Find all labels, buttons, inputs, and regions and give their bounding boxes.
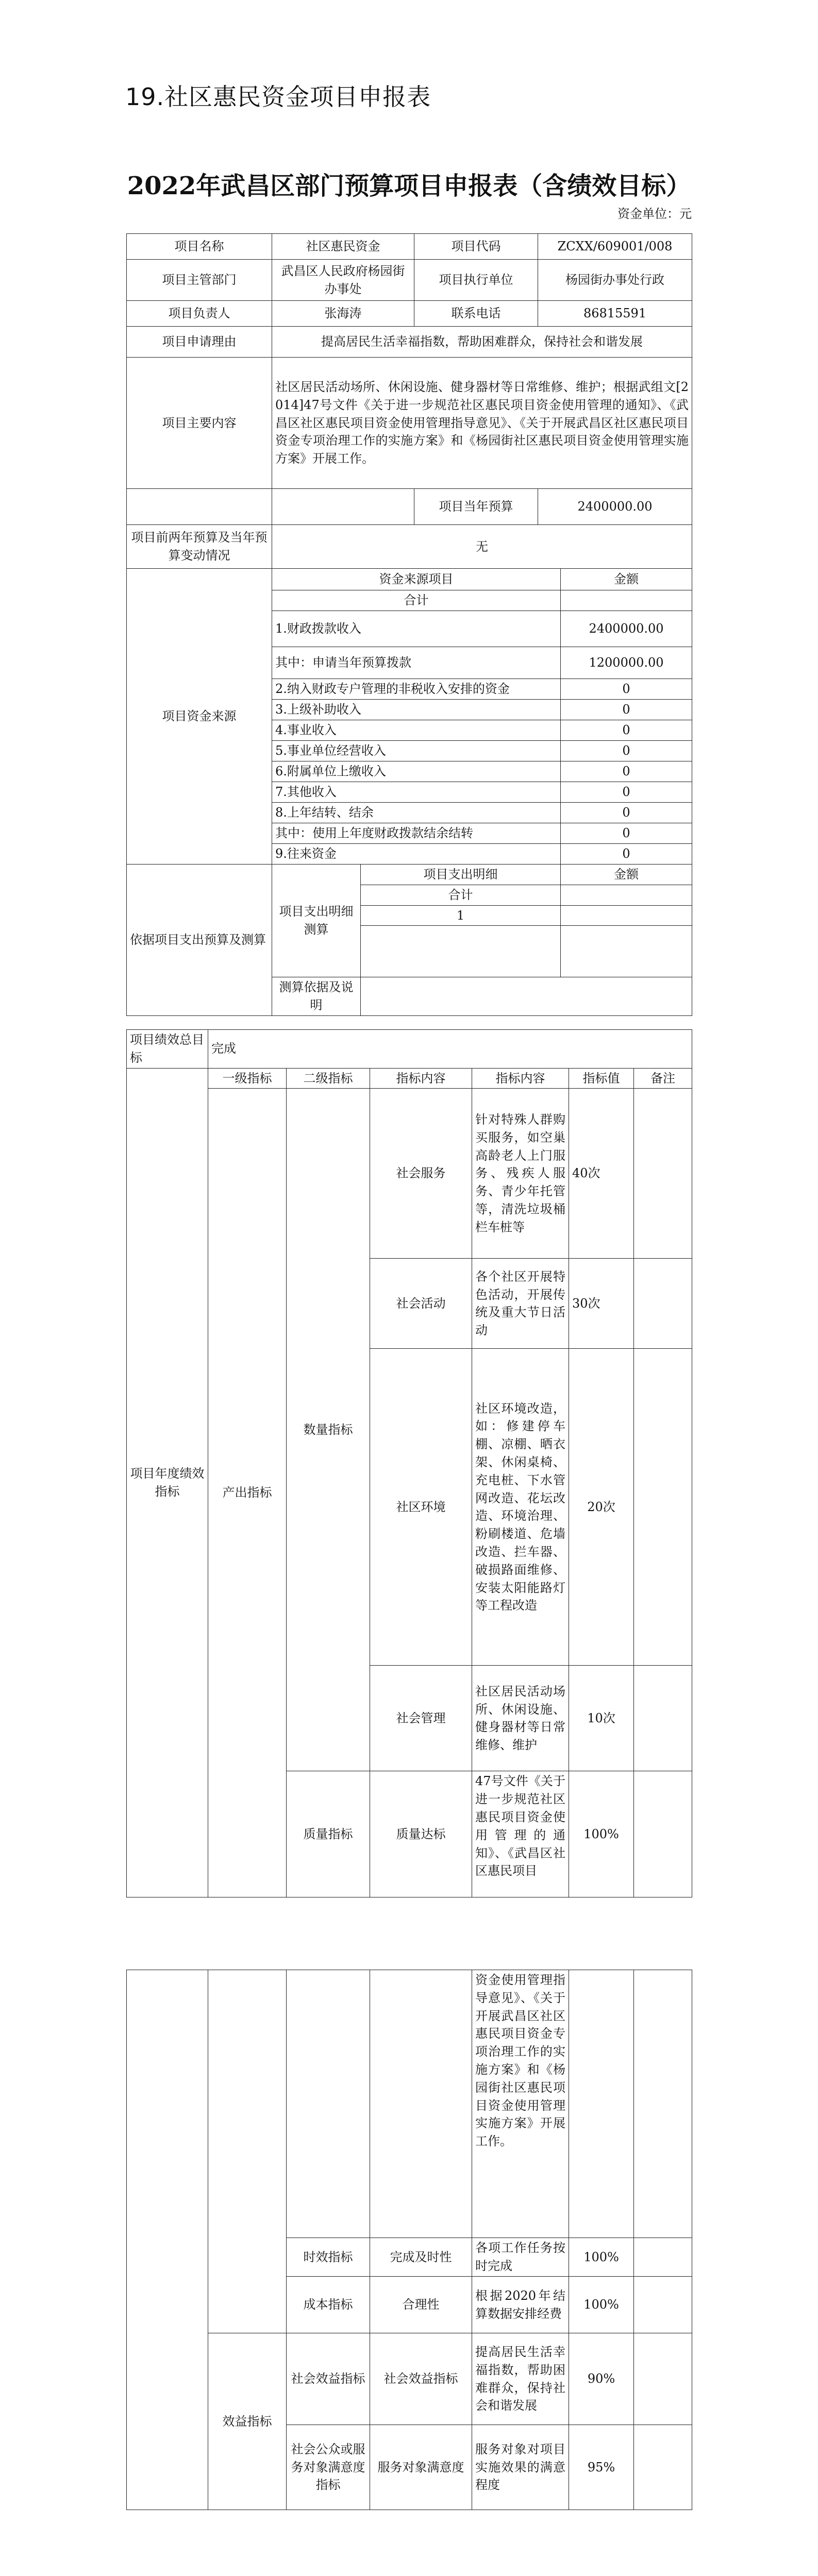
- blank-cell: [561, 926, 692, 977]
- funding-row-item: 2.纳入财政专户管理的非税收入安排的资金: [272, 679, 561, 700]
- funding-row-amount: 0: [561, 782, 692, 803]
- indicator-desc: 根据2020年结算数据安排经费: [472, 2277, 569, 2333]
- cost-indicator: 成本指标: [287, 2277, 370, 2333]
- executor-label: 项目执行单位: [414, 260, 538, 301]
- leader-value: 张海涛: [272, 301, 414, 327]
- header-level2: 二级指标: [287, 1068, 370, 1089]
- funding-row-amount: 0: [561, 844, 692, 865]
- content-label: 项目主要内容: [127, 358, 272, 489]
- header-remark: 备注: [634, 1068, 692, 1089]
- currency-unit: 资金单位：元: [617, 207, 692, 221]
- project-code-label: 项目代码: [414, 234, 538, 260]
- indicator-remark: [634, 2425, 692, 2510]
- indicator-desc-cont: 资金使用管理指导意见》、《关于开展武昌区社区惠民项目资金专项治理工作的实施方案》和《杨园街社区惠民项目资金使用管理实施方案》开展工作。: [472, 1970, 569, 2238]
- funding-total-value: [561, 590, 692, 611]
- indicator-value: 10次: [569, 1666, 634, 1771]
- executor-value: 杨园街办事处行政: [538, 260, 692, 301]
- budget-label: 项目当年预算: [414, 489, 538, 525]
- project-name-value: 社区惠民资金: [272, 234, 414, 260]
- funding-row-amount: 2400000.00: [561, 611, 692, 647]
- benefit-indicator: 效益指标: [208, 2333, 287, 2510]
- change-value: 无: [272, 525, 692, 569]
- header-content: 指标内容: [370, 1068, 472, 1089]
- funding-row-item: 9.往来资金: [272, 844, 561, 865]
- funding-row-item: 7.其他收入: [272, 782, 561, 803]
- project-code-value: ZCXX/609001/008: [538, 234, 692, 260]
- reason-value: 提高居民生活幸福指数，帮助困难群众，保持社会和谐发展: [272, 327, 692, 358]
- indicator-remark: [634, 2277, 692, 2333]
- indicator-value-cont: [569, 1970, 634, 2238]
- change-label: 项目前两年预算及当年预算变动情况: [127, 525, 272, 569]
- project-info-table: [126, 233, 692, 1016]
- funding-total-label: 合计: [272, 590, 561, 611]
- indicator-value: 30次: [569, 1259, 634, 1349]
- funding-row-amount: 0: [561, 761, 692, 782]
- indicator-name: 社会服务: [370, 1089, 472, 1259]
- satisfaction-indicator: 社会公众或服务对象满意度指标: [287, 2425, 370, 2510]
- social-benefit-indicator: 社会效益指标: [287, 2333, 370, 2425]
- header-content-2: 指标内容: [472, 1068, 569, 1089]
- basis-value: [361, 977, 692, 1016]
- funding-col-item: 资金来源项目: [272, 569, 561, 590]
- indicator-desc: 社区环境改造，如：修建停车棚、凉棚、晒衣架、休闲桌椅、充电桩、下水管网改造、花坛改造、环境治理、粉刷楼道、危墙改造、拦车器、破损路面维修、安装太阳能路灯等工程改造: [472, 1349, 569, 1666]
- indicator-desc: 各个社区开展特色活动，开展传统及重大节日活动: [472, 1259, 569, 1349]
- project-name-label: 项目名称: [127, 234, 272, 260]
- indicator-value: 90%: [569, 2333, 634, 2425]
- overall-goal-value: 完成: [208, 1030, 692, 1069]
- indicator-name: 社会管理: [370, 1666, 472, 1771]
- section-heading: 19.社区惠民资金项目申报表: [125, 83, 431, 111]
- basis-label: 测算依据及说明: [272, 977, 361, 1016]
- expense-total-label: 合计: [361, 885, 561, 905]
- blank-cell: [272, 489, 414, 525]
- indicator-remark: [634, 2333, 692, 2425]
- indicator-value: 100%: [569, 1771, 634, 1897]
- reason-label: 项目申请理由: [127, 327, 272, 358]
- expense-col-amount: 金额: [561, 865, 692, 885]
- funding-row-item: 4.事业收入: [272, 720, 561, 741]
- funding-row-amount: 0: [561, 679, 692, 700]
- indicator-remark: [634, 1771, 692, 1897]
- phone-label: 联系电话: [414, 301, 538, 327]
- expense-row-1: 1: [361, 905, 561, 926]
- phone-value: 86815591: [538, 301, 692, 327]
- funding-row-item: 其中：申请当年预算拨款: [272, 647, 561, 679]
- leader-label: 项目负责人: [127, 301, 272, 327]
- funding-row-amount: 0: [561, 741, 692, 761]
- header-level1: 一级指标: [208, 1068, 287, 1089]
- funding-row-amount: 0: [561, 823, 692, 844]
- page-title: 2022年武昌区部门预算项目申报表（含绩效目标）: [127, 172, 691, 200]
- indicator-desc: 针对特殊人群购买服务，如空巢高龄老人上门服务、残疾人服务、青少年托管等，清洗垃圾桶栏车桩等: [472, 1089, 569, 1259]
- quality-indicator-cont: [287, 1970, 370, 2238]
- indicator-name: 服务对象满意度: [370, 2425, 472, 2510]
- funding-row-item: 1.财政拨款收入: [272, 611, 561, 647]
- indicator-remark: [634, 1259, 692, 1349]
- output-indicator-cont: [208, 1970, 287, 2333]
- indicator-desc: 社区居民活动场所、休闲设施、健身器材等日常维修、维护: [472, 1666, 569, 1771]
- indicator-remark: [634, 1970, 692, 2238]
- indicator-desc: 服务对象对项目实施效果的满意程度: [472, 2425, 569, 2510]
- indicator-remark: [634, 1089, 692, 1259]
- indicator-value: 95%: [569, 2425, 634, 2510]
- output-indicator: 产出指标: [208, 1089, 287, 1897]
- funding-row-amount: 0: [561, 720, 692, 741]
- supervisor-label: 项目主管部门: [127, 260, 272, 301]
- funding-row-amount: 1200000.00: [561, 647, 692, 679]
- indicator-value: 100%: [569, 2238, 634, 2277]
- indicator-remark: [634, 1349, 692, 1666]
- expense-col-item: 项目支出明细: [361, 865, 561, 885]
- indicator-value: 40次: [569, 1089, 634, 1259]
- quality-indicator: 质量指标: [287, 1771, 370, 1897]
- indicator-desc: 47号文件《关于进一步规范社区惠民项目资金使用管理的通知》、《武昌区社区惠民项目: [472, 1771, 569, 1897]
- annual-indicator-label: 项目年度绩效指标: [127, 1068, 208, 1897]
- annual-indicator-cont: [127, 1970, 208, 2510]
- quantity-indicator: 数量指标: [287, 1089, 370, 1771]
- indicator-name: 合理性: [370, 2277, 472, 2333]
- content-value: 社区居民活动场所、休闲设施、健身器材等日常维修、维护；根据武组文[2014]47号文件《关于进一步规范社区惠民项目资金使用管理的通知》、《武昌区社区惠民项目资金使用管理指导意见》、《关于开展武昌区社区惠民项目资金专项治理工作的实施方案》和《杨园街社区惠民项目资金使用管理实施方案》开展工作。: [272, 358, 692, 489]
- indicator-name: 社会活动: [370, 1259, 472, 1349]
- indicator-desc: 提高居民生活幸福指数，帮助困难群众，保持社会和谐发展: [472, 2333, 569, 2425]
- blank-cell: [361, 926, 561, 977]
- indicator-value: 100%: [569, 2277, 634, 2333]
- overall-goal-label: 项目绩效总目标: [127, 1030, 208, 1069]
- supervisor-value: 武昌区人民政府杨园街办事处: [272, 260, 414, 301]
- indicator-value: 20次: [569, 1349, 634, 1666]
- expense-detail-label: 项目支出明细测算: [272, 865, 361, 977]
- funding-row-amount: 0: [561, 803, 692, 823]
- budget-value: 2400000.00: [538, 489, 692, 525]
- indicator-name: 完成及时性: [370, 2238, 472, 2277]
- funding-row-amount: 0: [561, 700, 692, 720]
- funding-row-item: 8.上年结转、结余: [272, 803, 561, 823]
- indicator-name: 社会效益指标: [370, 2333, 472, 2425]
- indicator-remark: [634, 1666, 692, 1771]
- indicator-remark: [634, 2238, 692, 2277]
- indicator-name: 社区环境: [370, 1349, 472, 1666]
- expense-total-value: [561, 885, 692, 905]
- performance-table-part2: [126, 1970, 692, 2510]
- expense-row-1-amount: [561, 905, 692, 926]
- header-value: 指标值: [569, 1068, 634, 1089]
- funding-row-item: 6.附属单位上缴收入: [272, 761, 561, 782]
- indicator-desc: 各项工作任务按时完成: [472, 2238, 569, 2277]
- funding-col-amount: 金额: [561, 569, 692, 590]
- performance-table-part1: [126, 1029, 692, 1897]
- blank-cell: [127, 489, 272, 525]
- expense-label: 依据项目支出预算及测算: [127, 865, 272, 1016]
- funding-row-item: 其中：使用上年度财政拨款结余结转: [272, 823, 561, 844]
- funding-row-item: 3.上级补助收入: [272, 700, 561, 720]
- indicator-name: 质量达标: [370, 1771, 472, 1897]
- timeliness-indicator: 时效指标: [287, 2238, 370, 2277]
- funding-label: 项目资金来源: [127, 569, 272, 865]
- funding-row-item: 5.事业单位经营收入: [272, 741, 561, 761]
- indicator-name-cont: [370, 1970, 472, 2238]
